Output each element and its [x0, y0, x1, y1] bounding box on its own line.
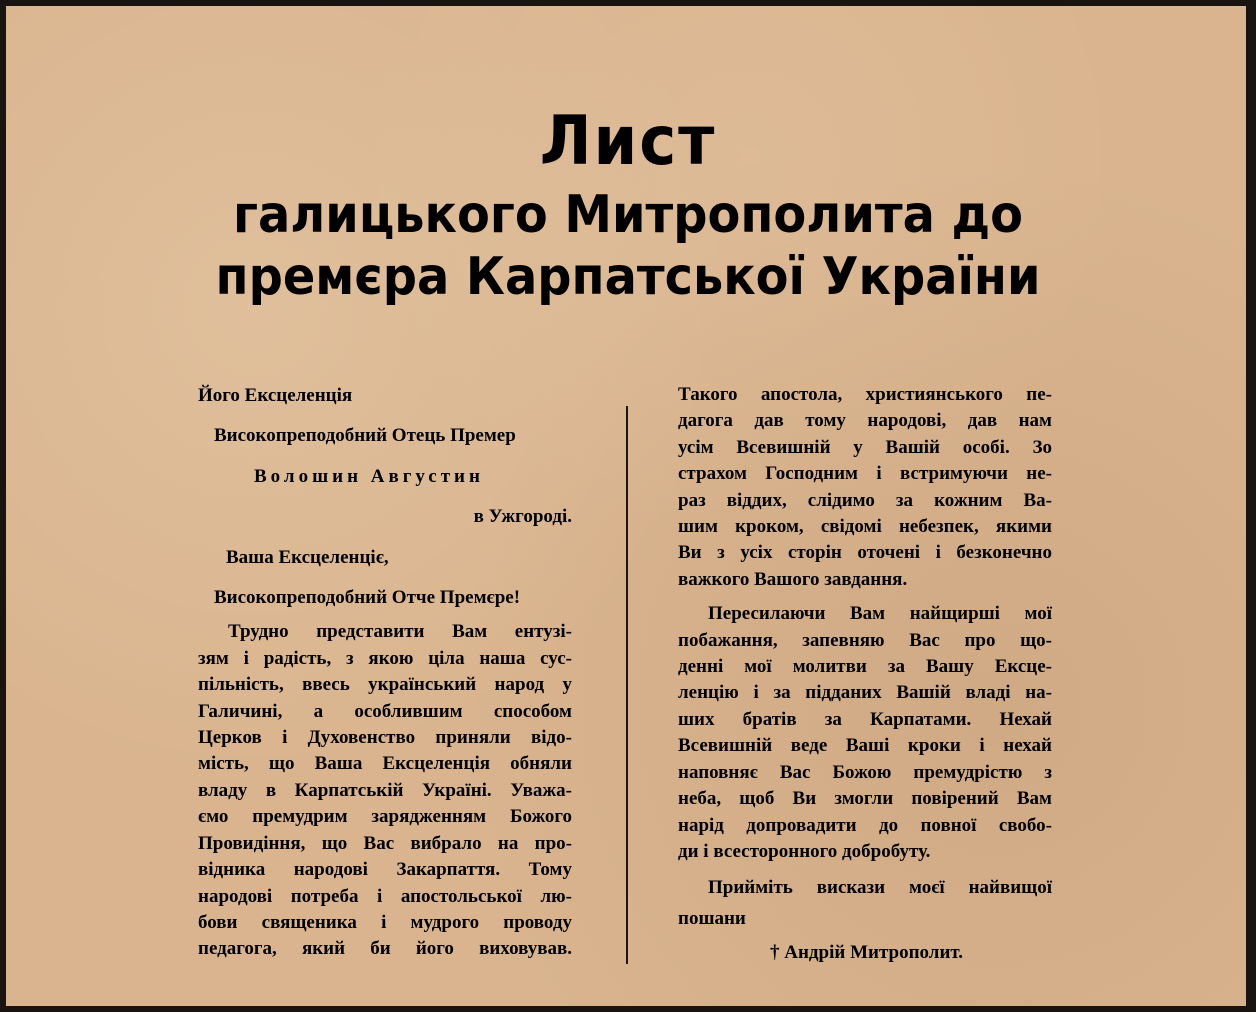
body-line: усім Всевишній у Вашій особі. Зо — [678, 436, 1052, 458]
document-title: Лист — [539, 102, 717, 181]
left-column — [198, 383, 572, 963]
body-line: неба, щоб Ви змогли повірений Вам — [678, 788, 1052, 810]
body-line: важкого Вашого завдання. — [678, 568, 908, 590]
body-line: Такого апостола, християнського пе- — [678, 384, 1052, 405]
body-line: Трудно представити Вам ентузі- — [228, 621, 572, 643]
body-line: народові потреба і апостольської лю- — [198, 885, 572, 907]
salutation-line-2: Високопреподобний Отче Премєре! — [214, 587, 521, 609]
body-line: страхом Господним і встримуючи не- — [678, 463, 1052, 485]
body-line: нарід допровадити до повної свобо- — [678, 814, 1052, 836]
address-location: в Ужгороді. — [473, 506, 572, 528]
body-line: педагога, який би його виховував. — [198, 938, 572, 960]
body-line: раз віддих, слідимо за кожним Ва- — [678, 489, 1052, 511]
body-line: владу в Карпатській Україні. Уважа- — [198, 779, 572, 801]
document-subtitle-line-1: галицького Митрополита до — [232, 185, 1024, 245]
body-line: ємо премудрим зарядженням Божого — [198, 806, 572, 828]
body-paragraph-1 — [678, 382, 1052, 593]
body-line: Галичині, а особлившим способом — [198, 700, 572, 722]
body-line: побажання, запевняю Вас про що- — [678, 629, 1052, 651]
body-line: дагога дав тому народові, дав нам — [678, 410, 1052, 432]
body-line: ди і всесторонного добробуту. — [678, 840, 931, 862]
body-line: шим кроком, свідомі небезпек, якими — [678, 516, 1052, 538]
document-subtitle-line-2: премєра Карпатської України — [215, 247, 1041, 307]
closing-line: пошани — [678, 907, 746, 929]
body-line: Пересилаючи Вам найщирші мої — [708, 603, 1052, 625]
body-line: Церков і Духовенство приняли відо- — [198, 727, 572, 749]
signature: † Андрій Митрополит. — [770, 942, 964, 964]
address-line-1: Його Ексцеленція — [198, 385, 353, 406]
body-line: пільність, ввесь український народ у — [198, 674, 572, 696]
body-line: денні мої молитви за Вашу Ексце- — [678, 656, 1052, 678]
body-line: ших братів за Карпатами. Нехай — [678, 708, 1052, 730]
address-line-2: Високопреподобний Отець Премер — [214, 425, 516, 447]
right-column — [678, 382, 1052, 967]
body-line: Ви з усіх сторін оточені і безконечно — [678, 542, 1052, 564]
body-paragraph-2 — [678, 601, 1052, 865]
title-block — [0, 100, 1256, 308]
body-line: зям і радість, з якою ціла наша сус- — [198, 647, 572, 669]
body-line: бови священика і мудрого проводу — [198, 911, 572, 933]
address-recipient-name: Волошин Августин — [254, 465, 484, 487]
body-paragraph — [198, 619, 572, 962]
closing-line: Прийміть вискази моєї найвищої — [708, 877, 1052, 899]
salutation-line-1: Ваша Ексцеленціє, — [226, 546, 389, 568]
body-line: ленцію і за підданих Вашій владі на- — [678, 682, 1052, 704]
body-line: Всевишній веде Ваші кроки і нехай — [678, 735, 1052, 757]
body-line: Провидіння, що Вас вибрало на про- — [198, 832, 572, 854]
body-line: відника народові Закарпаття. Тому — [198, 859, 572, 881]
body-line: наповняє Вас Божою премудрістю з — [678, 761, 1052, 783]
body-line: мість, що Ваша Ексцеленція обняли — [198, 753, 572, 775]
closing-paragraph — [678, 875, 1052, 932]
column-divider — [626, 406, 628, 964]
